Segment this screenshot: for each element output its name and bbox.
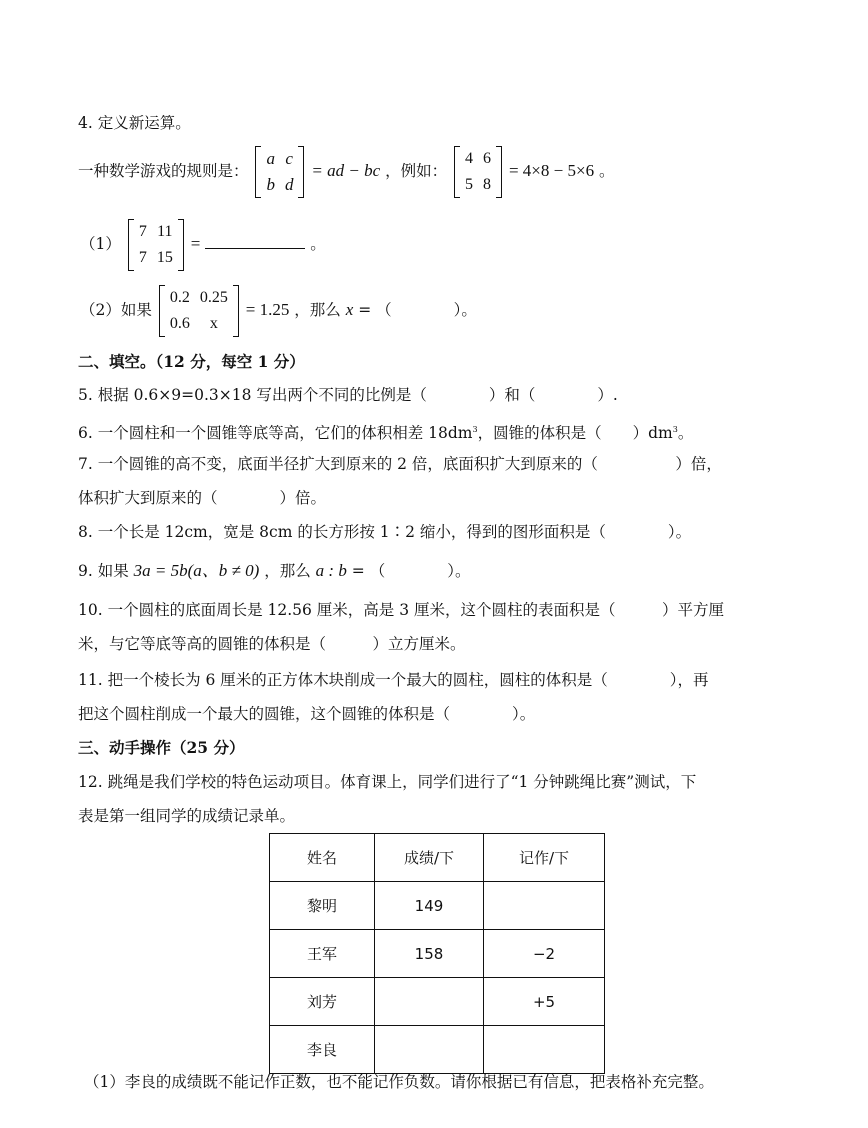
table-row <box>270 978 605 1026</box>
q9-math: 3a = 5b(a、b ≠ 0) <box>133 561 260 580</box>
table-header-record: 记作/下 <box>484 834 605 882</box>
q7-line2: 体积扩大到原来的（ ）倍。 <box>78 489 327 507</box>
table-cell-name: 黎明 <box>270 882 375 930</box>
q11-line2: 把这个圆柱削成一个最大的圆锥，这个圆锥的体积是（ ）。 <box>78 705 536 723</box>
q11-line1: 11. 把一个棱长为 6 厘米的正方体木块削成一个最大的圆柱，圆柱的体积是（ ），再 <box>78 671 709 689</box>
q7-line1: 7. 一个圆锥的高不变，底面半径扩大到原来的 2 倍，底面积扩大到原来的（ ）倍， <box>78 455 722 473</box>
table-cell-score[interactable] <box>375 1026 484 1074</box>
table-header-row <box>270 834 605 882</box>
q4-rule-line <box>78 145 615 198</box>
table-cell-record[interactable] <box>484 1026 605 1074</box>
table-cell-name: 李良 <box>270 1026 375 1074</box>
q4-part1 <box>80 218 326 271</box>
q4-p1-eq: = <box>190 234 201 253</box>
table-cell-name: 刘芳 <box>270 978 375 1026</box>
q9-prefix: 9. 如果 <box>78 562 129 580</box>
table-row <box>270 882 605 930</box>
q6-unit-sup-2: 3 <box>672 425 678 434</box>
q4-part2 <box>80 284 477 337</box>
table-row <box>270 930 605 978</box>
table-header-name: 姓名 <box>270 834 375 882</box>
q4-end: 。 <box>599 162 615 180</box>
q4-title: 4. 定义新运算。 <box>78 114 191 132</box>
q4-p2-rhs: = 1.25 <box>245 300 290 319</box>
score-table <box>269 833 605 1074</box>
q6-mid: ，圆锥的体积是（ ）dm <box>477 424 673 443</box>
q4-p2-label: （2）如果 <box>80 301 152 319</box>
table-cell-score[interactable]: 149 <box>375 882 484 930</box>
q9-tail: = （ ）。 <box>351 562 471 580</box>
table-cell-record[interactable]: −2 <box>484 930 605 978</box>
q4-example-matrix: 4 6 5 8 <box>454 146 502 198</box>
q4-p1-label: （1） <box>80 235 121 253</box>
section3-heading: 三、动手操作（25 分） <box>78 738 245 757</box>
q10-line2: 米，与它等底等高的圆锥的体积是（ ）立方厘米。 <box>78 635 466 653</box>
q4-example-rhs: = 4×8 − 5×6 <box>508 161 595 180</box>
table-cell-score[interactable]: 158 <box>375 930 484 978</box>
q4-p1-end: 。 <box>310 235 326 253</box>
q4-p2-mid: ，那么 <box>294 301 341 319</box>
q4-p1-answer-blank[interactable] <box>205 232 305 249</box>
q6-end: 。 <box>677 424 694 443</box>
q8: 8. 一个长是 12cm，宽是 8cm 的长方形按 1∶2 缩小，得到的图形面积是（ ）。 <box>78 523 692 541</box>
table-cell-record[interactable]: +5 <box>484 978 605 1026</box>
q4-p2-var: x <box>345 300 354 319</box>
table-cell-name: 王军 <box>270 930 375 978</box>
q4-p1-matrix: 7 11 7 15 <box>128 219 184 271</box>
section2-heading: 二、填空。（12 分，每空 1 分） <box>78 352 305 371</box>
q12-line2: 表是第一组同学的成绩记录单。 <box>78 807 296 825</box>
table-header-score: 成绩/下 <box>375 834 484 882</box>
q6-unit-sup-1: 3 <box>472 425 478 434</box>
q4-rule-prefix: 一种数学游戏的规则是： <box>78 162 249 180</box>
q9 <box>78 560 470 582</box>
q12-sub1: （1）李良的成绩既不能记作正数，也不能记作负数。请你根据已有信息，把表格补充完整。 <box>84 1073 714 1091</box>
q6 <box>78 419 693 444</box>
q9-mid: ，那么 <box>264 562 311 580</box>
q4-rule-rhs: = ad − bc <box>311 161 381 180</box>
table-cell-score[interactable] <box>375 978 484 1026</box>
q9-ratio: a : b <box>315 561 347 580</box>
q4-p2-tail: = （ ）。 <box>358 301 477 319</box>
q5: 5. 根据 0.6×9=0.3×18 写出两个不同的比例是（ ）和（ ）. <box>78 386 618 404</box>
q4-p2-matrix: 0.2 0.25 0.6 x <box>159 285 239 337</box>
q4-rule-matrix: a c b d <box>255 146 304 198</box>
q4-example-prefix: ，例如： <box>385 162 448 180</box>
table-row <box>270 1026 605 1074</box>
table-cell-record[interactable] <box>484 882 605 930</box>
q10-line1: 10. 一个圆柱的底面周长是 12.56 厘米，高是 3 厘米，这个圆柱的表面积是（ ）平方厘 <box>78 601 725 619</box>
q12-line1: 12. 跳绳是我们学校的特色运动项目。体育课上，同学们进行了“1 分钟跳绳比赛”测试，下 <box>78 773 697 791</box>
q6-text: 6. 一个圆柱和一个圆锥等底等高，它们的体积相差 18dm <box>78 424 473 443</box>
